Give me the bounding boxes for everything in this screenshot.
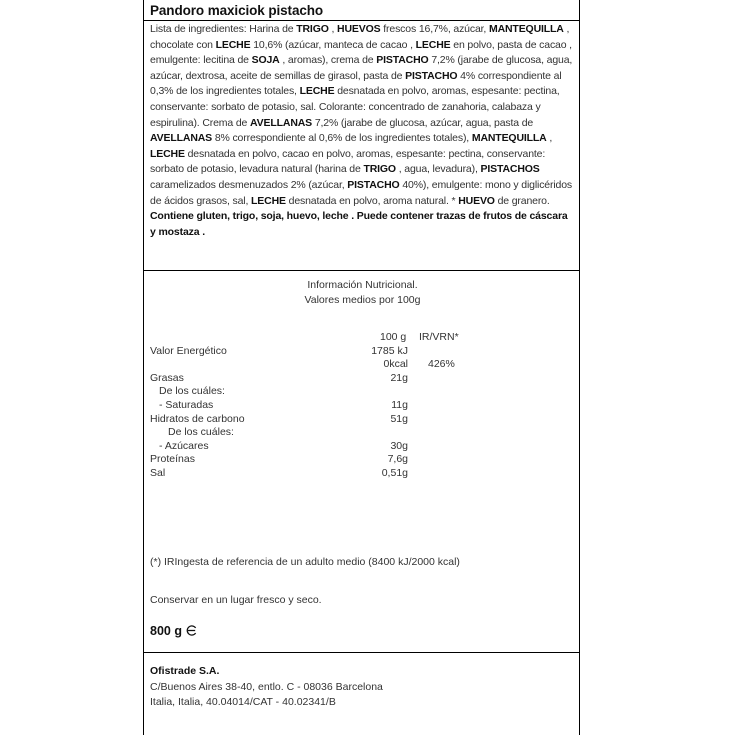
ingredient-text: de granero. [494,194,550,207]
nutrient-label: Hidratos de carbono [150,412,245,425]
allergen-text: PISTACHO [376,54,429,67]
allergen-text: TRIGO [296,23,329,35]
nutrient-label: Sal [150,466,166,479]
nutrition-subtitle: Valores medios por 100g [304,294,421,306]
nutrient-label: Valor Energético [150,344,227,357]
allergen-text: HUEVOS [337,23,381,35]
allergen-text: MANTEQUILLA [471,132,547,145]
company-address: C/Buenos Aires 38-40, entlo. C - 08036 Barcelona [150,680,383,693]
allergen-text: TRIGO [363,163,396,176]
company-registry: Italia, Italia, 40.04014/CAT - 40.02341/B [150,696,336,708]
nutrient-value: 21g [390,371,408,384]
ingredients-divider [143,270,580,271]
ingredient-text: 4% correspondiente al 0,3% de los ingredientes totales, [150,69,562,98]
nutrient-value: 7,6g [387,453,408,466]
ingredient-text: , agua, levadura), [395,163,481,176]
estimated-sign-icon [186,625,197,636]
allergen-text: LECHE [251,194,286,207]
ingredient-text: , [328,23,338,35]
allergen-text: LECHE [415,38,451,51]
reference-footnote: (*) IRIngesta de referencia de un adulto medio (8400 kJ/2000 kcal) [150,556,460,568]
allergen-text: AVELLANAS [150,132,213,145]
ingredient-text: , [546,132,553,145]
allergen-text: LECHE [150,147,185,160]
ingredient-text: caramelizados desmenuzados 2% (azúcar, [150,178,348,191]
ingredients-text [150,22,575,240]
ingredient-text: 7,2% (jarabe de glucosa, azúcar, agua, pasta de [312,116,534,129]
nutrient-value: 51g [390,412,408,425]
ingredient-text: , aromas), crema de [279,54,377,67]
allergen-text: HUEVO [458,194,495,207]
allergen-text: Contiene gluten, trigo, soja, huevo, leche . Puede contener trazas de frutos de cáscara y mostaza . [150,210,568,238]
nutrient-label: - Saturadas [159,398,214,411]
ingredient-text: 8% correspondiente al 0,6% de los ingredientes totales), [212,132,472,145]
nutrient-label: Proteínas [150,453,195,466]
nutrition-heading [150,278,575,308]
company-name: Ofistrade S.A. [150,665,220,677]
ingredient-text: en polvo, pasta de cacao , emulgente: lecitina de [150,38,572,67]
ingredient-text: frescos 16,7%, azúcar, [380,23,489,35]
ingredient-text: , chocolate con [150,23,570,51]
nutrient-value: 0,51g [381,466,408,479]
ingredient-text: desnatada en polvo, aroma natural. * [285,194,459,207]
allergen-text: SOJA [251,54,280,67]
allergen-text: PISTACHOS [480,163,540,176]
allergen-text: MANTEQUILLA [488,23,564,35]
storage-instructions: Conservar en un lugar fresco y seco. [150,594,322,606]
nutrient-ir: 426% [428,358,455,371]
allergen-text: LECHE [299,85,335,98]
net-weight [150,624,197,638]
allergen-text: AVELLANAS [250,116,313,129]
company-info [150,664,383,711]
product-title: Pandoro maxiciok pistacho [150,3,324,18]
nutrition-title: Información Nutricional. [307,279,418,291]
net-weight-value: 800 g [150,624,182,638]
allergen-text: PISTACHO [347,178,400,191]
ingredient-text: Lista de ingredientes: Harina de [150,23,297,35]
nutrient-value: 0kcal [383,358,408,371]
nutrient-label: De los cuáles: [168,426,234,439]
allergen-text: LECHE [215,38,251,51]
ingredient-text: desnatada en polvo, cacao en polvo, aromas, espesante: pectina, conservante: sorbato de potasio, levadura natural (harina de [150,147,546,176]
nutrient-label: De los cuáles: [159,385,225,398]
nutrient-value: 11g [391,398,408,411]
nutrient-label: Grasas [150,371,184,384]
ingredient-text: 10,6% (azúcar, manteca de cacao , [250,38,416,51]
ingredient-text: 40%), emulgente: mono y diglicéridos de ácidos grasos, sal, [150,178,573,207]
allergen-text: PISTACHO [405,69,458,82]
nutrient-label: - Azúcares [159,439,209,452]
ingredient-text: 7,2% (jarabe de glucosa, agua, azúcar, dextrosa, aceite de semillas de girasol, pasta de [150,54,573,82]
nutrient-value: 1785 kJ [371,344,408,357]
ingredient-text: desnatada en polvo, aromas, espesante: pectina, conservante: sorbato de potasio, sal. Colorante: concentrado de zanahoria, calabaza y espirulina). Crema de [150,85,560,129]
company-divider [143,652,580,653]
nutrient-value: 30g [390,439,408,452]
title-divider [143,20,580,21]
nutrition-header-ir: IR/VRN* [419,331,459,343]
nutrition-header-per100: 100 g [380,331,407,343]
